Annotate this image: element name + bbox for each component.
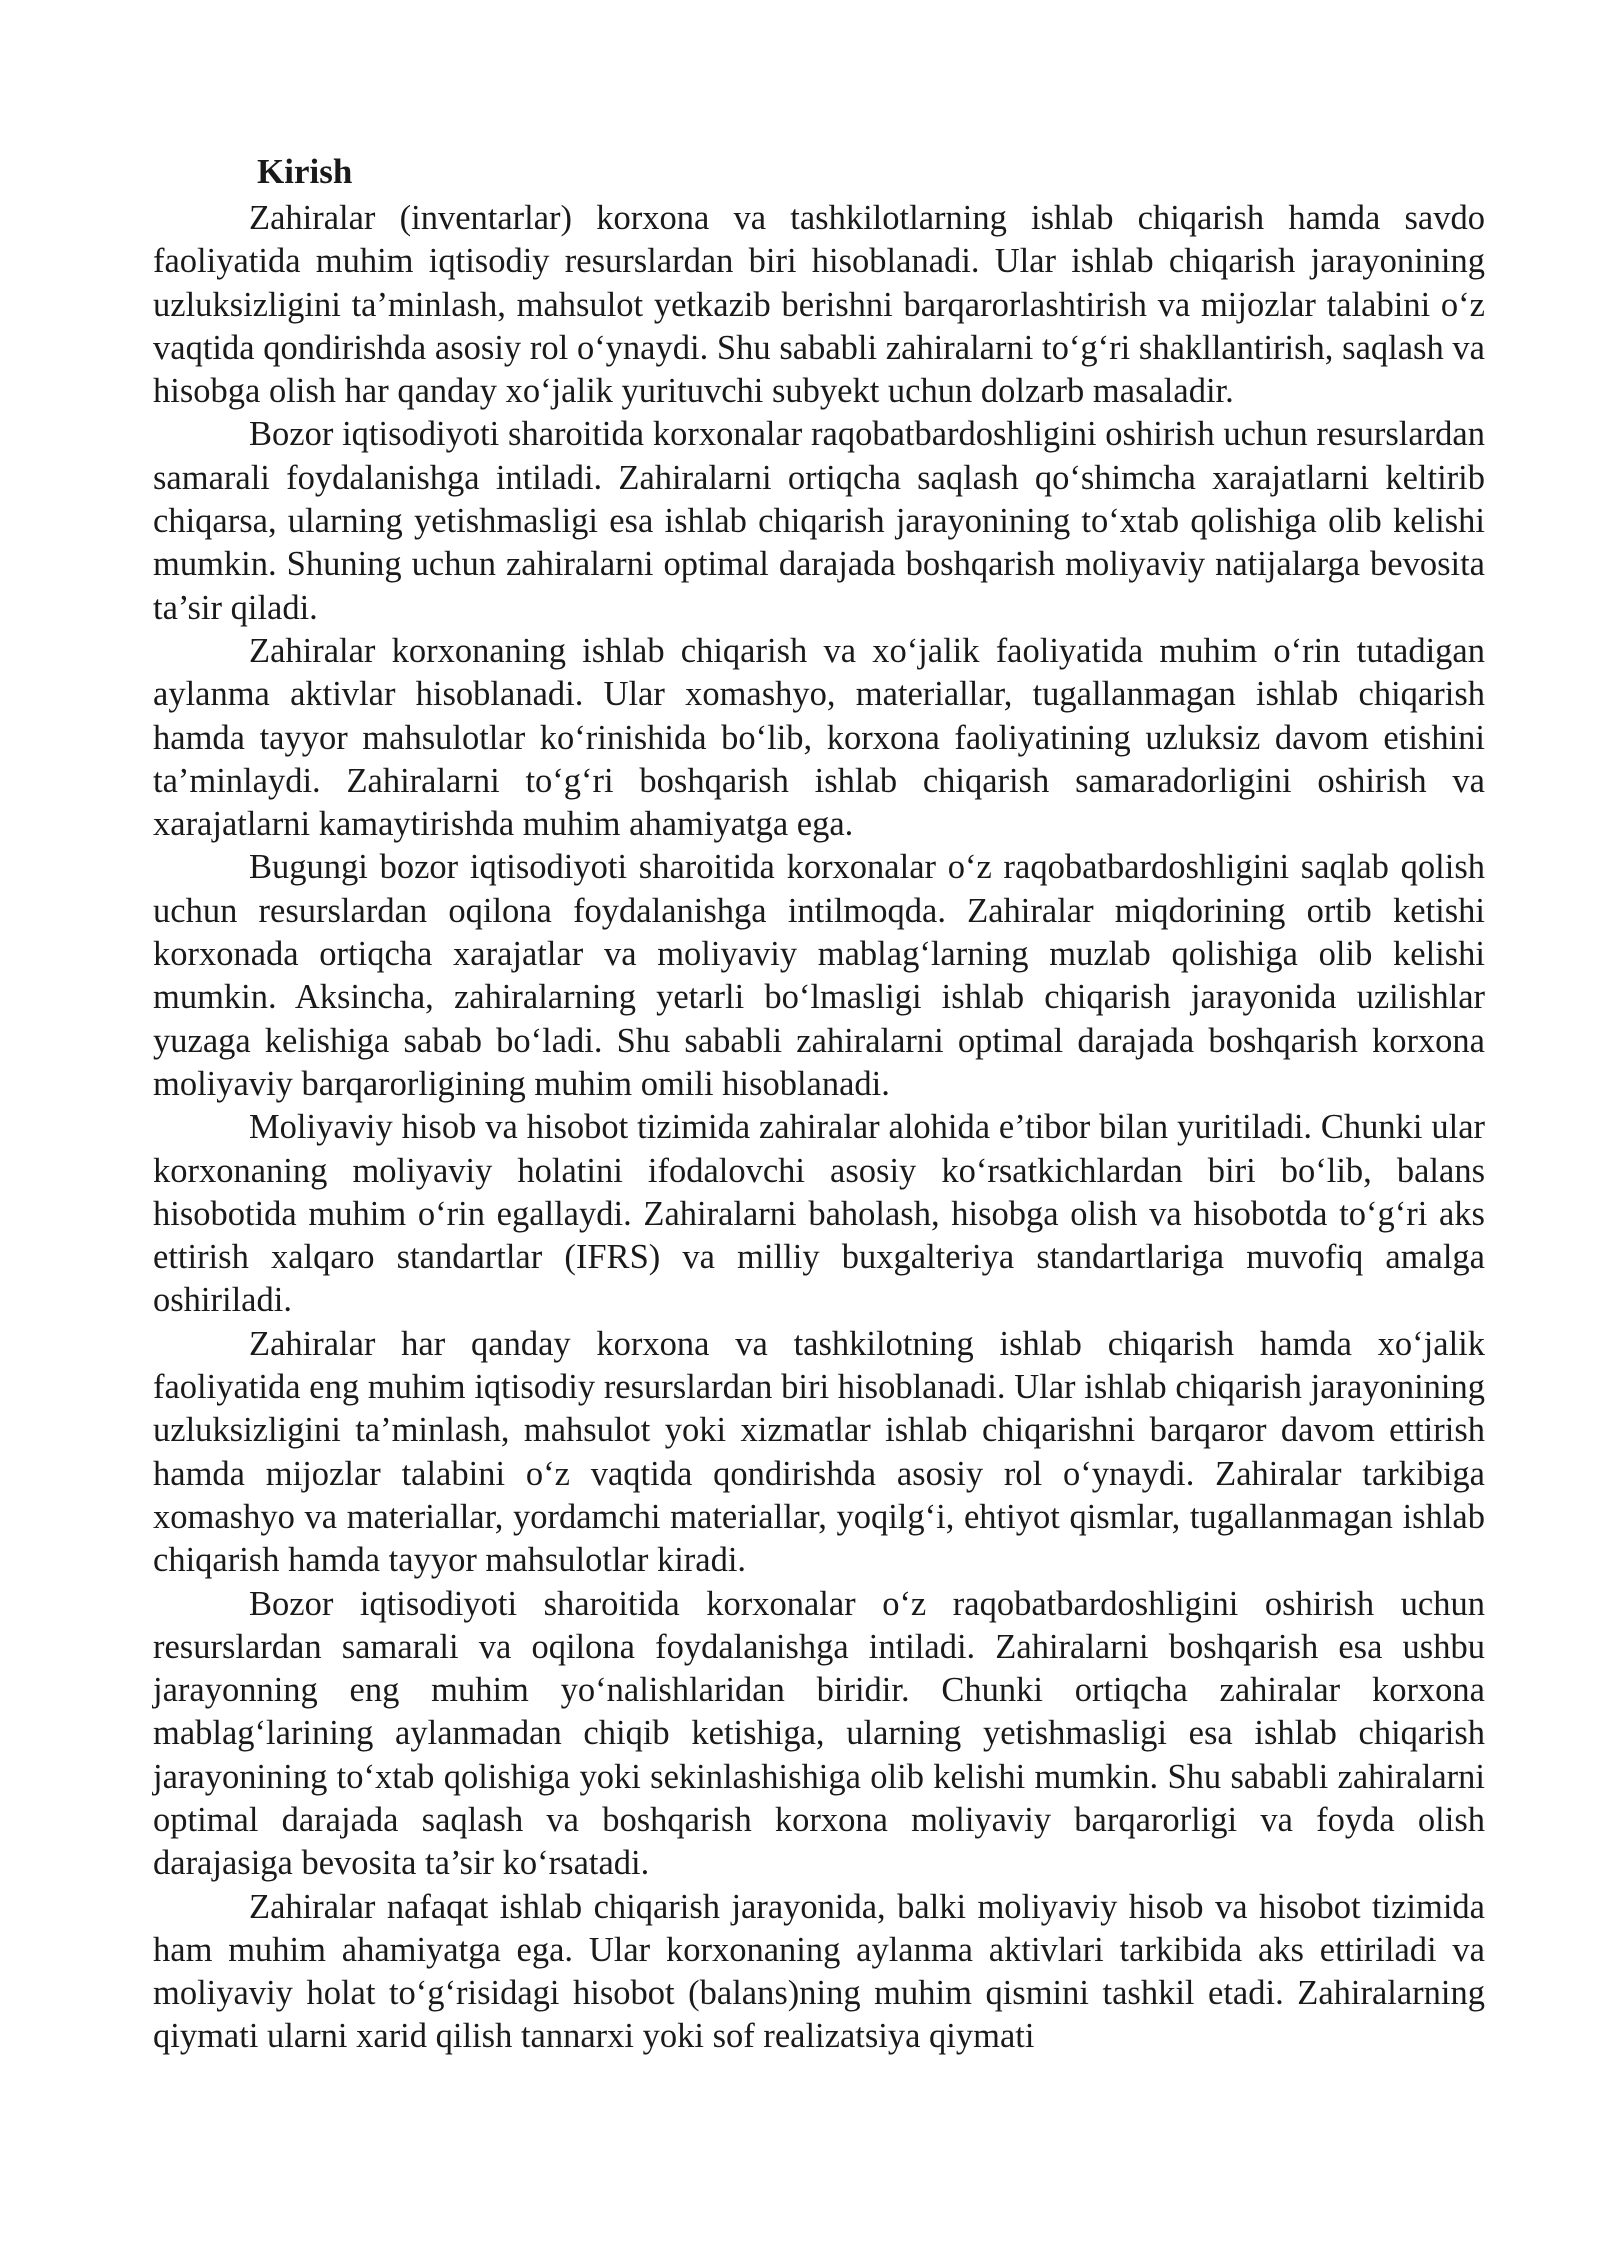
paragraph: Zahiralar (inventarlar) korxona va tashkilotlarning ishlab chiqarish hamda savdo faoliyatida muhim iqtisodiy resurslardan biri hisoblanadi. Ular ishlab chiqarish jarayonining uzluksizligini ta’minlash, mahsulot yetkazib berishni barqarorlashtirish va mijozlar talabini o‘z vaqtida qondirishda asosiy rol o‘ynaydi. Shu sababli zahiralarni to‘g‘ri shakllantirish, saqlash va hisobga olish har qanday xo‘jalik yurituvchi subyekt uchun dolzarb masaladir.	[153, 199, 1485, 411]
paragraph: Bozor iqtisodiyoti sharoitida korxonalar raqobatbardoshligini oshirish uchun resurslardan samarali foydalanishga intiladi. Zahiralarni ortiqcha saqlash qo‘shimcha xarajatlarni keltirib chiqarsa, ularning yetishmasligi esa ishlab chiqarish jarayonining to‘xtab qolishiga olib kelishi mumkin. Shuning uchun zahiralarni optimal darajada boshqarish moliyaviy natijalarga bevosita ta’sir qiladi.	[153, 415, 1485, 627]
paragraph: Zahiralar nafaqat ishlab chiqarish jarayonida, balki moliyaviy hisob va hisobot tizimida ham muhim ahamiyatga ega. Ular korxonaning aylanma aktivlari tarkibida aks ettiriladi va moliyaviy holat to‘g‘risidagi hisobot (balans)ning muhim qismini tashkil etadi. Zahiralarning qiymati ularni xarid qilish tannarxi yoki sof realizatsiya qiymati	[153, 1887, 1485, 2056]
paragraph: Bozor iqtisodiyoti sharoitida korxonalar o‘z raqobatbardoshligini oshirish uchun resurslardan samarali va oqilona foydalanishga intiladi. Zahiralarni boshqarish esa ushbu jarayonning eng muhim yo‘nalishlaridan biridir. Chunki ortiqcha zahiralar korxona mablag‘larining aylanmadan chiqib ketishiga, ularning yetishmasligi esa ishlab chiqarish jarayonining to‘xtab qolishiga yoki sekinlashishiga olib kelishi mumkin. Shu sababli zahiralarni optimal darajada saqlash va boshqarish korxona moliyaviy barqarorligi va foyda olish darajasiga bevosita ta’sir ko‘rsatadi.	[153, 1584, 1485, 1883]
paragraph: Moliyaviy hisob va hisobot tizimida zahiralar alohida e’tibor bilan yuritiladi. Chunki ular korxonaning moliyaviy holatini ifodalovchi asosiy ko‘rsatkichlardan biri bo‘lib, balans hisobotida muhim o‘rin egallaydi. Zahiralarni baholash, hisobga olish va hisobotda to‘g‘ri aks ettirish xalqaro standartlar (IFRS) va milliy buxgalteriya standartlariga muvofiq amalga oshiriladi.	[153, 1108, 1485, 1320]
document-page	[153, 150, 1485, 2059]
section-heading: Kirish	[257, 152, 353, 191]
paragraph: Bugungi bozor iqtisodiyoti sharoitida korxonalar o‘z raqobatbardoshligini saqlab qolish uchun resurslardan oqilona foydalanishga intilmoqda. Zahiralar miqdorining ortib ketishi korxonada ortiqcha xarajatlar va moliyaviy mablag‘larning muzlab qolishiga olib kelishi mumkin. Aksincha, zahiralarning yetarli bo‘lmasligi ishlab chiqarish jarayonida uzilishlar yuzaga kelishiga sabab bo‘ladi. Shu sababli zahiralarni optimal darajada boshqarish korxona moliyaviy barqarorligining muhim omili hisoblanadi.	[153, 848, 1485, 1103]
paragraph: Zahiralar korxonaning ishlab chiqarish va xo‘jalik faoliyatida muhim o‘rin tutadigan aylanma aktivlar hisoblanadi. Ular xomashyo, materiallar, tugallanmagan ishlab chiqarish hamda tayyor mahsulotlar ko‘rinishida bo‘lib, korxona faoliyatining uzluksiz davom etishini ta’minlaydi. Zahiralarni to‘g‘ri boshqarish ishlab chiqarish samaradorligini oshirish va xarajatlarni kamaytirishda muhim ahamiyatga ega.	[153, 631, 1485, 844]
paragraph: Zahiralar har qanday korxona va tashkilotning ishlab chiqarish hamda xo‘jalik faoliyatida eng muhim iqtisodiy resurslardan biri hisoblanadi. Ular ishlab chiqarish jarayonining uzluksizligini ta’minlash, mahsulot yoki xizmatlar ishlab chiqarishni barqaror davom ettirish hamda mijozlar talabini o‘z vaqtida qondirishda asosiy rol o‘ynaydi. Zahiralar tarkibiga xomashyo va materiallar, yordamchi materiallar, yoqilg‘i, ehtiyot qismlar, tugallanmagan ishlab chiqarish hamda tayyor mahsulotlar kiradi.	[153, 1324, 1485, 1580]
